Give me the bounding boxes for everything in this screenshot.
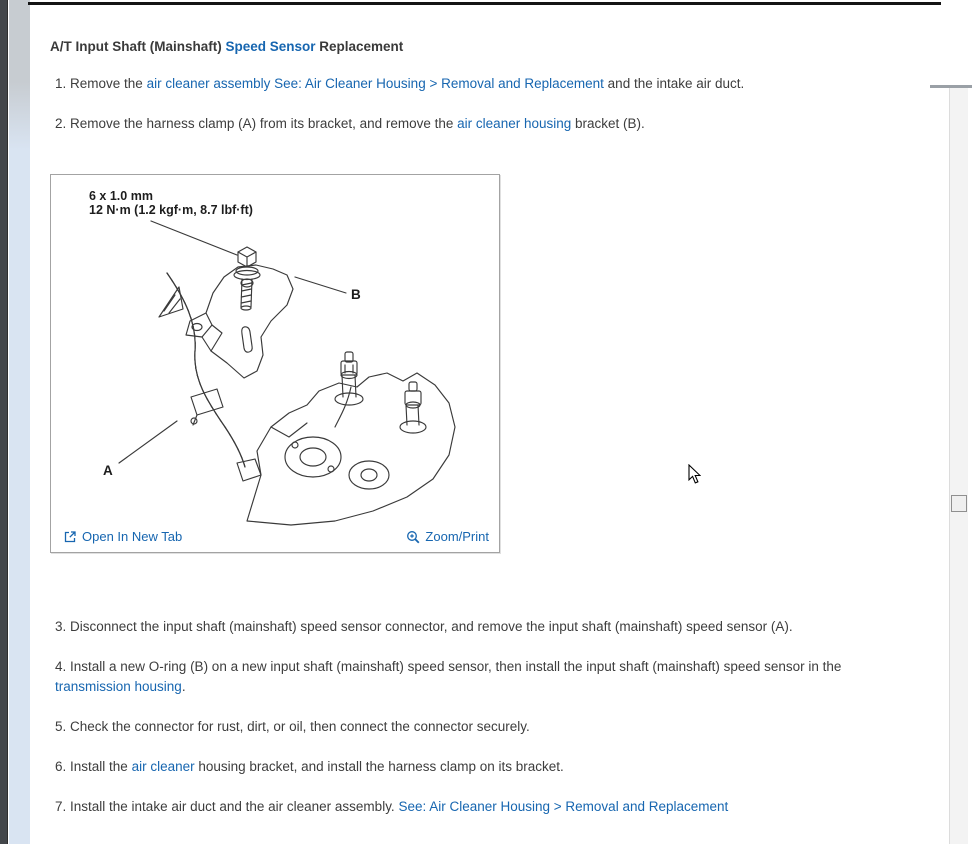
inline-link[interactable]: transmission housing bbox=[55, 679, 182, 694]
step-item bbox=[50, 617, 908, 637]
scrollbar[interactable] bbox=[949, 88, 968, 844]
step-text: bracket (B). bbox=[571, 116, 645, 131]
figure-toolbar bbox=[51, 527, 499, 552]
step-number: 5. bbox=[55, 719, 71, 734]
inline-link[interactable]: See: Air Cleaner Housing > Removal and Replacement bbox=[398, 799, 729, 814]
speed-sensor-plug-2 bbox=[400, 382, 426, 433]
figure-box bbox=[50, 174, 500, 553]
step-number: 1. bbox=[55, 76, 71, 91]
title-suffix: Replacement bbox=[315, 39, 404, 54]
open-in-new-tab-label: Open In New Tab bbox=[82, 529, 183, 544]
step-text: Disconnect the input shaft (mainshaft) speed sensor connector, and remove the input shaft (mainshaft) speed sensor (A). bbox=[70, 619, 793, 634]
inline-link[interactable]: air cleaner bbox=[131, 759, 195, 774]
zoom-icon bbox=[406, 530, 420, 544]
step-item bbox=[50, 797, 908, 817]
steps-3-7 bbox=[50, 617, 908, 817]
step-number: 3. bbox=[55, 619, 71, 634]
open-in-new-tab-icon bbox=[63, 530, 77, 544]
step-item bbox=[50, 717, 908, 737]
title-speed-sensor-link[interactable]: Speed Sensor bbox=[225, 39, 316, 54]
inline-link[interactable]: air cleaner assembly See: Air Cleaner Housing > Removal and Replacement bbox=[146, 76, 604, 91]
step-number: 7. bbox=[55, 799, 71, 814]
scrollbar-thumb[interactable] bbox=[951, 495, 967, 512]
step-text: . bbox=[181, 679, 186, 694]
step-number: 4. bbox=[55, 659, 71, 674]
torque-spec-line2: 12 N·m (1.2 kgf·m, 8.7 lbf·ft) bbox=[89, 203, 253, 217]
step-text: Remove the bbox=[70, 76, 147, 91]
left-gutter bbox=[9, 0, 30, 844]
speed-sensor-plug-1 bbox=[335, 352, 363, 405]
step-text: Remove the harness clamp (A) from its bracket, and remove the bbox=[70, 116, 458, 131]
speed-sensor-diagram bbox=[51, 175, 499, 527]
page-title bbox=[50, 39, 908, 54]
steps-1-2 bbox=[50, 74, 908, 134]
step-number: 2. bbox=[55, 116, 71, 131]
harness-clamp bbox=[191, 389, 223, 425]
step-text: Check the connector for rust, dirt, or oil, then connect the connector securely. bbox=[70, 719, 530, 734]
zoom-print-label: Zoom/Print bbox=[425, 529, 489, 544]
step-number: 6. bbox=[55, 759, 71, 774]
torque-spec-line1: 6 x 1.0 mm bbox=[89, 189, 153, 203]
zoom-print-link[interactable] bbox=[406, 529, 489, 544]
step-text: Install a new O-ring (B) on a new input shaft (mainshaft) speed sensor, then install the input shaft (mainshaft) speed sensor in the bbox=[70, 659, 842, 674]
inline-link[interactable]: air cleaner housing bbox=[457, 116, 572, 131]
title-prefix: A/T Input Shaft (Mainshaft) bbox=[50, 39, 226, 54]
step-text: Install the bbox=[70, 759, 132, 774]
left-edge-strip bbox=[0, 0, 8, 844]
article bbox=[50, 0, 908, 817]
label-a: A bbox=[103, 463, 113, 478]
mouse-cursor bbox=[688, 464, 701, 484]
step-item bbox=[50, 74, 908, 94]
step-text: and the intake air duct. bbox=[603, 76, 745, 91]
step-item bbox=[50, 657, 908, 697]
step-text: housing bracket, and install the harness clamp on its bracket. bbox=[194, 759, 564, 774]
label-b: B bbox=[351, 287, 361, 302]
transmission-housing-drawing bbox=[247, 373, 455, 525]
step-text: Install the intake air duct and the air cleaner assembly. bbox=[70, 799, 399, 814]
step-item bbox=[50, 757, 908, 777]
open-in-new-tab-link[interactable] bbox=[63, 529, 182, 544]
step-item bbox=[50, 114, 908, 134]
bracket-drawing bbox=[186, 265, 293, 378]
